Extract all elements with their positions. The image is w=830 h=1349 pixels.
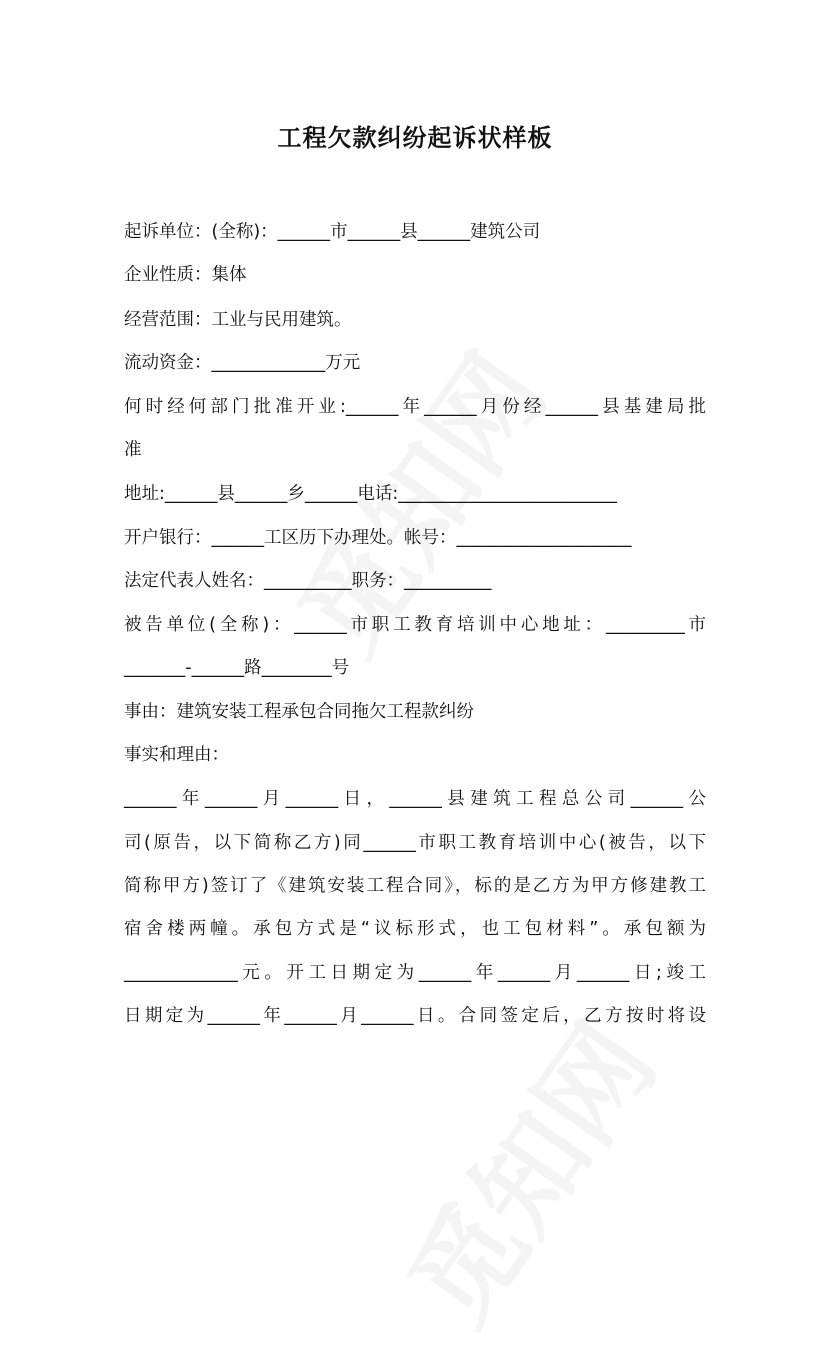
document-line: 事由：建筑安装工程承包合同拖欠工程款纠纷 bbox=[124, 702, 474, 722]
document-line: 起诉单位：(全称)：______市______县______建筑公司 bbox=[124, 222, 541, 242]
document-line: 日期定为______年______月______日。合同签定后，乙方按时将设 bbox=[124, 1006, 706, 1026]
document-line: 何时经何部门批准开业:______年______月份经______县基建局批 bbox=[124, 397, 706, 417]
document-line: 经营范围：工业与民用建筑。 bbox=[124, 310, 352, 330]
document-line: 被告单位(全称)：______市职工教育培训中心地址：_________市 bbox=[124, 615, 706, 635]
document-line: _____________元。开工日期定为______年______月______日;竣工 bbox=[124, 963, 706, 983]
document-line: 事实和理由： bbox=[124, 745, 229, 765]
document-line: 流动资金：_____________万元 bbox=[124, 353, 361, 373]
document-line: 地址:______县______乡______电话:_________________________ bbox=[124, 484, 618, 504]
document-line: 简称甲方)签订了《建筑安装工程合同》，标的是乙方为甲方修建教工 bbox=[124, 876, 706, 896]
document-line: 开户银行：______工区历下办理处。帐号：____________________ bbox=[124, 528, 632, 548]
watermark bbox=[366, 989, 685, 1349]
page-title: 工程欠款纠纷起诉状样板 bbox=[277, 124, 553, 152]
document-line: ______年______月______日，______县建筑工程总公司______公 bbox=[124, 789, 706, 809]
document-line: 宿舍楼两幢。承包方式是“议标形式，也工包材料”。承包额为 bbox=[124, 919, 706, 939]
document-line: 司(原告，以下简称乙方)同______市职工教育培训中心(被告，以下 bbox=[124, 833, 706, 853]
document-line: _______-______路________号 bbox=[124, 658, 350, 678]
document-line: 准 bbox=[124, 440, 142, 460]
document-line: 法定代表人姓名：__________职务：__________ bbox=[124, 571, 492, 591]
document-line: 企业性质：集体 bbox=[124, 265, 247, 285]
